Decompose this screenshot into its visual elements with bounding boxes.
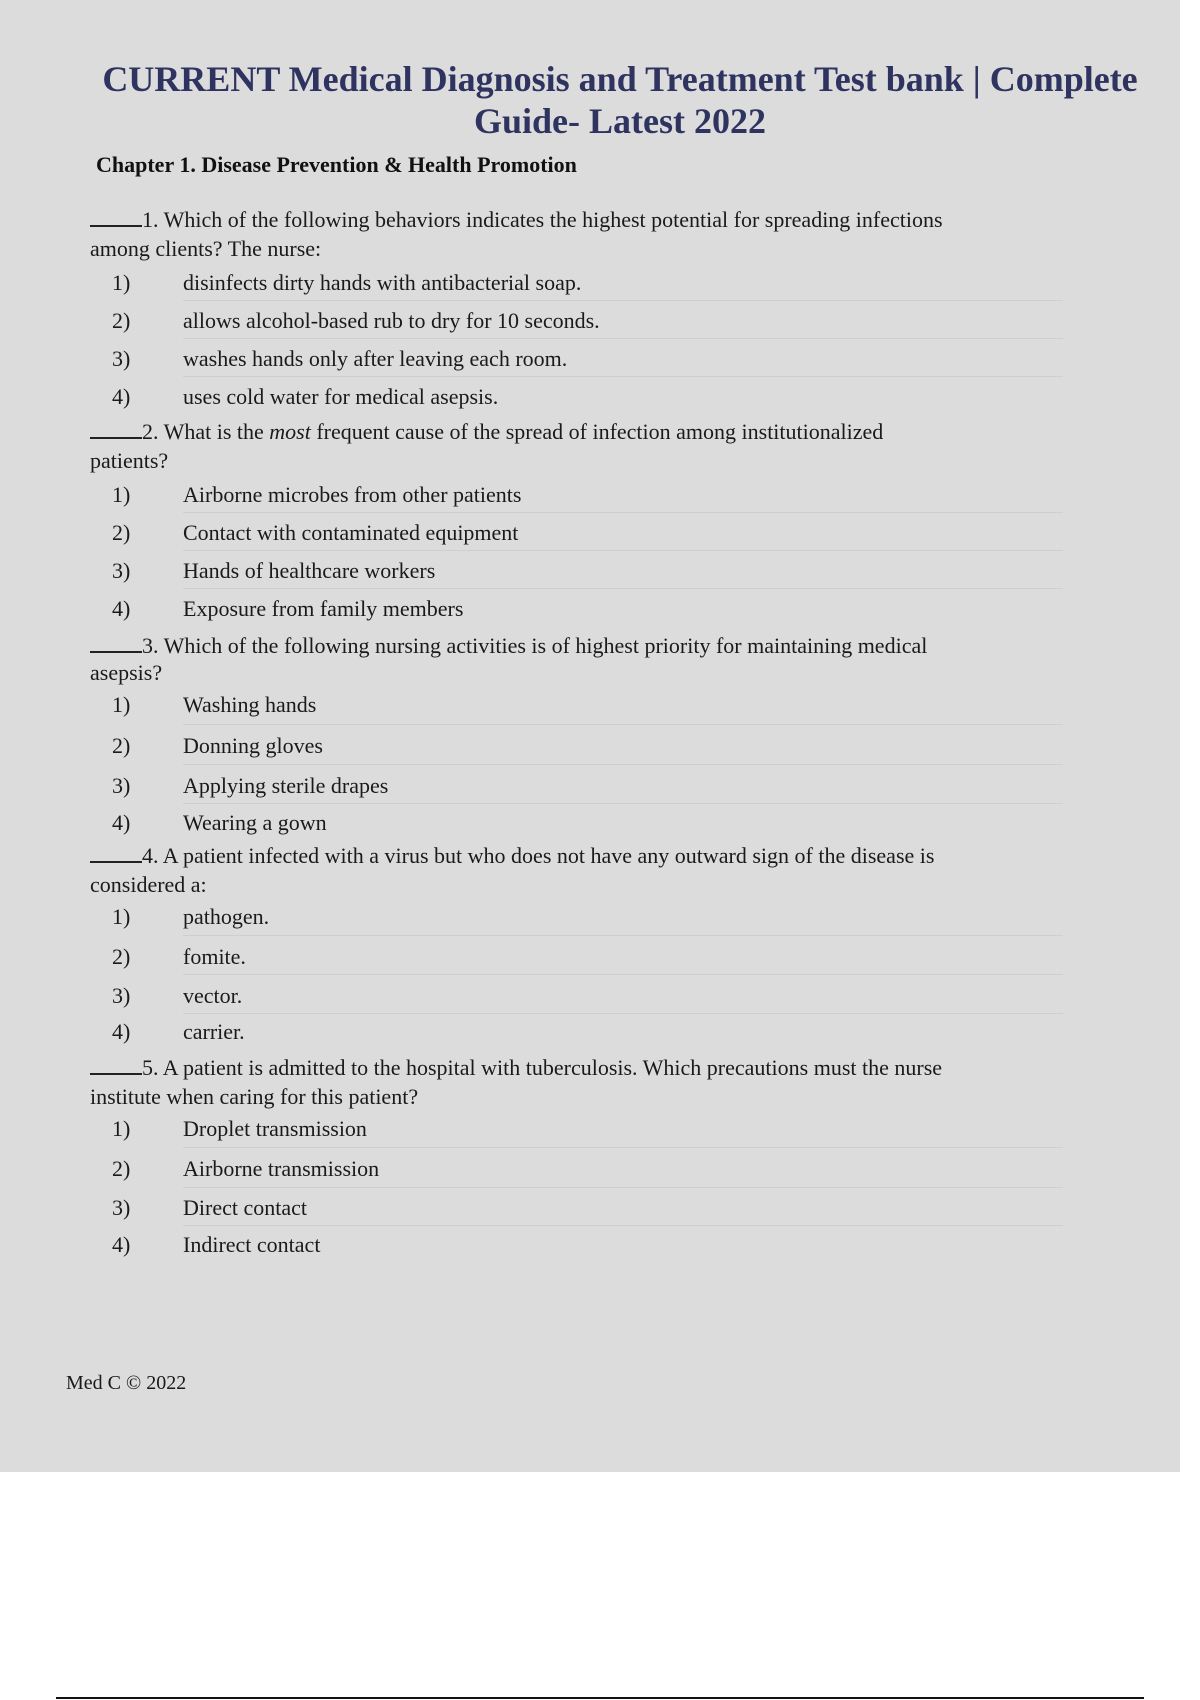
option-number: 2)	[112, 308, 131, 333]
option-text: Wearing a gown	[183, 810, 327, 835]
option-divider	[183, 1013, 1063, 1014]
option-text: Droplet transmission	[183, 1116, 367, 1141]
option-text: Airborne microbes from other patients	[183, 482, 522, 507]
document-title-line-2: Guide- Latest 2022	[474, 101, 766, 141]
question-2-stem-line-1	[90, 419, 883, 445]
option-number: 4)	[112, 810, 131, 835]
option-text: vector.	[183, 983, 243, 1008]
question-5-stem-line-1	[90, 1055, 942, 1081]
option-divider	[183, 376, 1063, 377]
option-divider	[183, 1225, 1063, 1226]
option-text: Contact with contaminated equipment	[183, 520, 519, 545]
option-text: Washing hands	[183, 692, 317, 717]
option-divider	[183, 1147, 1063, 1148]
option-text: Exposure from family members	[183, 596, 464, 621]
option-text: uses cold water for medical asepsis.	[183, 384, 499, 409]
answer-blank	[90, 1055, 142, 1075]
question-4-stem-line-1	[90, 843, 934, 869]
chapter-heading: Chapter 1. Disease Prevention & Health Promotion	[96, 152, 577, 177]
question-4-stem-text: 4. A patient infected with a virus but who does not have any outward sign of the disease is	[142, 843, 935, 868]
option-divider	[183, 935, 1063, 936]
question-1-stem-text: 1. Which of the following behaviors indicates the highest potential for spreading infections	[142, 207, 943, 232]
option-number: 2)	[112, 944, 131, 969]
question-1-stem-line-1	[90, 207, 943, 233]
option-text: Indirect contact	[183, 1232, 321, 1257]
question-2-stem-text: 2. What is the	[142, 419, 270, 444]
answer-blank	[90, 207, 142, 227]
option-number: 1)	[112, 270, 131, 295]
option-number: 4)	[112, 1232, 131, 1257]
option-divider	[183, 300, 1063, 301]
answer-blank	[90, 633, 142, 653]
option-number: 3)	[112, 346, 131, 371]
option-number: 1)	[112, 482, 131, 507]
option-text: fomite.	[183, 944, 246, 969]
option-number: 1)	[112, 1116, 131, 1141]
option-divider	[183, 550, 1063, 551]
question-3-stem-line-2: asepsis?	[90, 660, 163, 685]
option-divider	[183, 803, 1063, 804]
option-text: allows alcohol-based rub to dry for 10 seconds.	[183, 308, 600, 333]
option-number: 3)	[112, 773, 131, 798]
footer-copyright: Med C © 2022	[66, 1372, 187, 1394]
option-divider	[183, 512, 1063, 513]
option-number: 2)	[112, 1156, 131, 1181]
option-number: 1)	[112, 692, 131, 717]
option-number: 1)	[112, 904, 131, 929]
option-text: washes hands only after leaving each room.	[183, 346, 568, 371]
option-divider	[183, 764, 1063, 765]
option-number: 3)	[112, 558, 131, 583]
option-divider	[183, 588, 1063, 589]
question-2-emphasis: most	[269, 419, 311, 444]
question-5-stem-line-2: institute when caring for this patient?	[90, 1084, 419, 1109]
question-5-stem-text: 5. A patient is admitted to the hospital with tuberculosis. Which precautions must the nurse	[142, 1055, 943, 1080]
option-number: 3)	[112, 1195, 131, 1220]
option-text: pathogen.	[183, 904, 270, 929]
option-divider	[183, 1187, 1063, 1188]
question-2-stem-text-cont: frequent cause of the spread of infection among institutionalized	[310, 419, 884, 444]
question-2-stem-line-2: patients?	[90, 448, 169, 473]
option-number: 2)	[112, 520, 131, 545]
answer-blank	[90, 843, 142, 863]
option-text: Airborne transmission	[183, 1156, 380, 1181]
option-divider	[183, 974, 1063, 975]
option-divider	[183, 338, 1063, 339]
option-text: Direct contact	[183, 1195, 307, 1220]
document-title-line-1: CURRENT Medical Diagnosis and Treatment Test bank | Complete	[102, 59, 1138, 99]
option-text: carrier.	[183, 1019, 245, 1044]
question-4-stem-line-2: considered a:	[90, 872, 207, 897]
option-number: 2)	[112, 733, 131, 758]
question-3-stem-line-1	[90, 633, 927, 659]
option-text: Hands of healthcare workers	[183, 558, 436, 583]
option-number: 4)	[112, 1019, 131, 1044]
option-text: disinfects dirty hands with antibacterial soap.	[183, 270, 582, 295]
option-text: Applying sterile drapes	[183, 773, 389, 798]
answer-blank	[90, 419, 142, 439]
question-3-stem-text: 3. Which of the following nursing activities is of highest priority for maintaining medical	[142, 633, 928, 658]
option-number: 3)	[112, 983, 131, 1008]
question-1-stem-line-2: among clients? The nurse:	[90, 236, 322, 261]
option-divider	[183, 724, 1063, 725]
option-text: Donning gloves	[183, 733, 323, 758]
option-number: 4)	[112, 384, 131, 409]
page-bottom-rule	[56, 1697, 1144, 1699]
option-number: 4)	[112, 596, 131, 621]
